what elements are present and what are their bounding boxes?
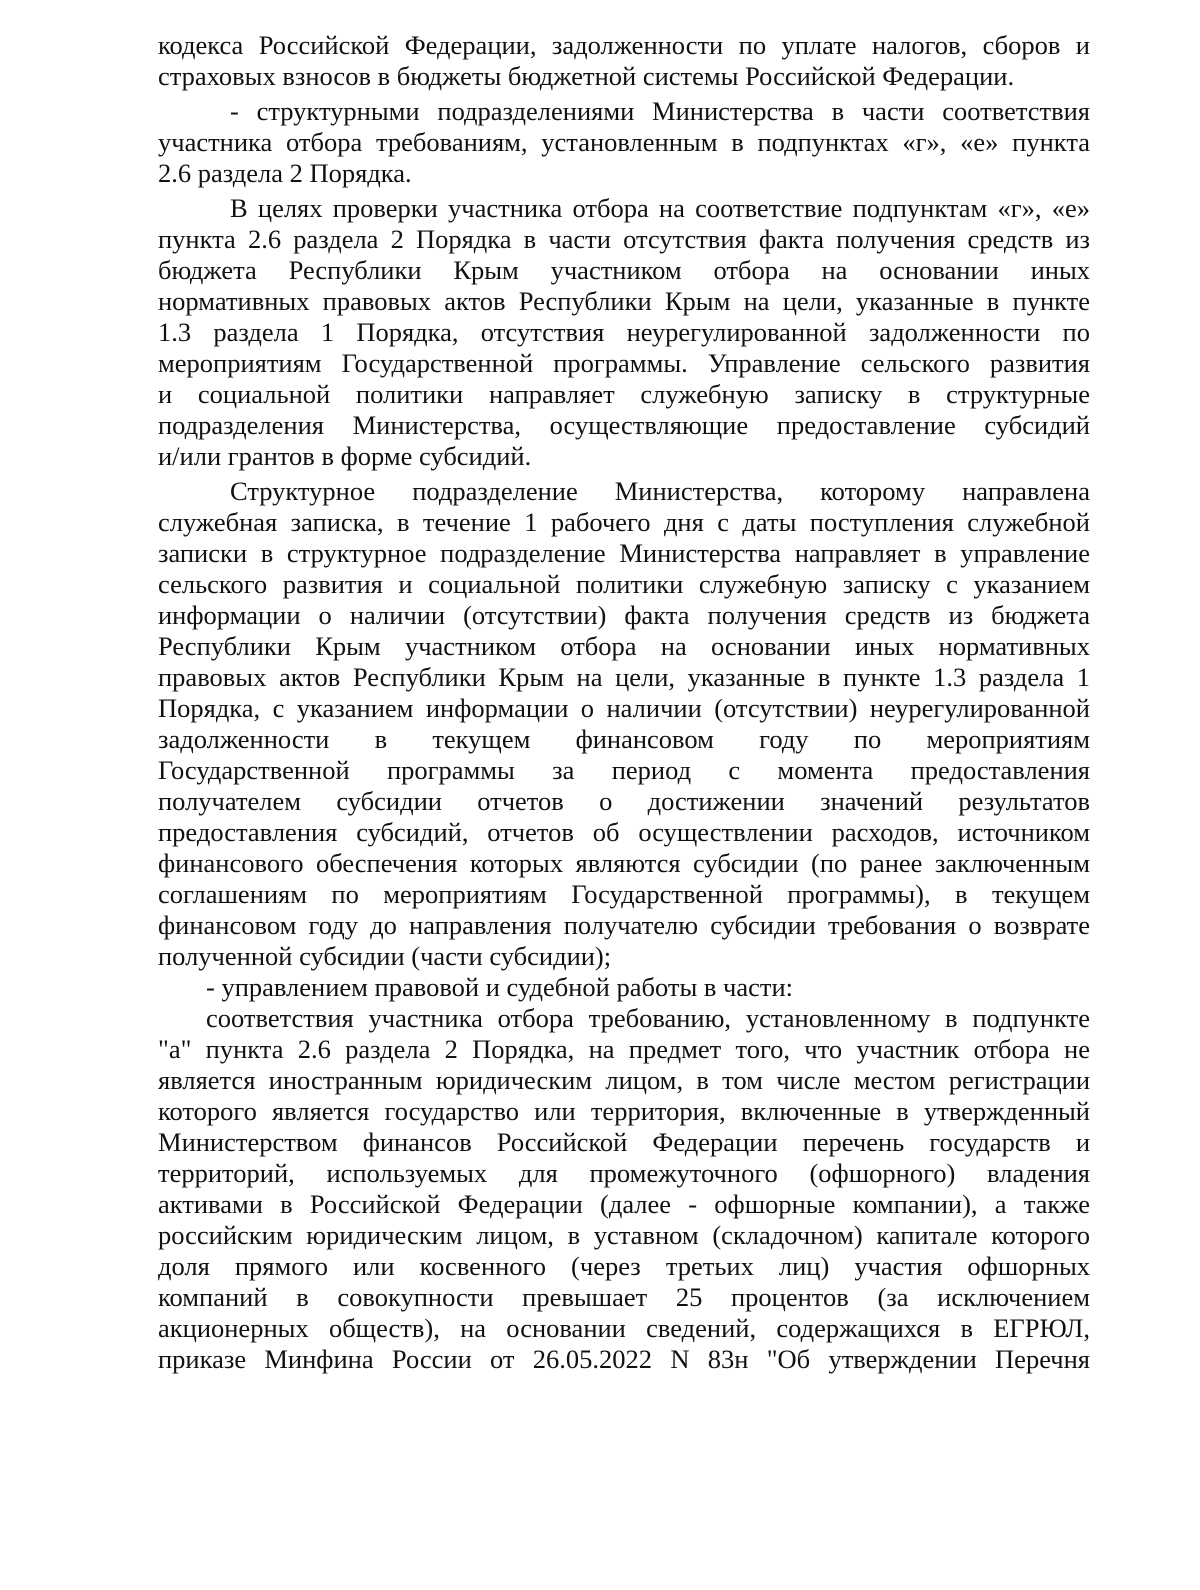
text-line: сельского развития и социальной политики служебную записку с указанием bbox=[158, 569, 1090, 599]
text-line: правовых актов Республики Крым на цели, указанные в пункте 1.3 раздела 1 bbox=[158, 662, 1090, 692]
text-line: российским юридическим лицом, в уставном (складочном) капитале которого bbox=[158, 1220, 1090, 1250]
text-line: территорий, используемых для промежуточного (офшорного) владения bbox=[158, 1158, 1090, 1188]
text-line: страховых взносов в бюджеты бюджетной системы Российской Федерации. bbox=[158, 61, 1015, 91]
text-line: 2.6 раздела 2 Порядка. bbox=[158, 158, 412, 188]
text-line: служебная записка, в течение 1 рабочего дня с даты поступления служебной bbox=[158, 507, 1090, 537]
text-line: компаний в совокупности превышает 25 процентов (за исключением bbox=[158, 1282, 1090, 1312]
text-line: активами в Российской Федерации (далее - офшорные компании), а также bbox=[158, 1189, 1090, 1219]
paragraph-verification bbox=[158, 193, 1090, 472]
text-line: соответствия участника отбора требованию, установленному в подпункте bbox=[206, 1003, 1090, 1033]
paragraph-structural-units bbox=[158, 96, 1090, 189]
text-line: пункта 2.6 раздела 2 Порядка в части отсутствия факта получения средств из bbox=[158, 224, 1090, 254]
paragraph-structural-unit-response bbox=[158, 476, 1090, 972]
text-line: является иностранным юридическим лицом, в том числе местом регистрации bbox=[158, 1065, 1090, 1095]
text-line: доля прямого или косвенного (через третьих лиц) участия офшорных bbox=[158, 1251, 1090, 1281]
text-line: соглашениям по мероприятиям Государственной программы), в текущем bbox=[158, 879, 1090, 909]
text-line: 1.3 раздела 1 Порядка, отсутствия неурегулированной задолженности по bbox=[158, 317, 1090, 347]
text-line: полученной субсидии (части субсидии); bbox=[158, 941, 612, 971]
text-line: участника отбора требованиям, установленным в подпунктах «г», «е» пункта bbox=[158, 127, 1090, 157]
text-line: информации о наличии (отсутствии) факта получения средств из бюджета bbox=[158, 600, 1090, 630]
text-line: Порядка, с указанием информации о наличии (отсутствии) неурегулированной bbox=[158, 693, 1090, 723]
text-line: получателем субсидии отчетов о достижении значений результатов bbox=[158, 786, 1090, 816]
paragraph-offshore-compliance bbox=[158, 1003, 1090, 1375]
text-line: Структурное подразделение Министерства, которому направлена bbox=[230, 476, 1090, 506]
paragraph-legal-department bbox=[158, 972, 1090, 1003]
text-line: - управлением правовой и судебной работы в части: bbox=[206, 972, 794, 1002]
text-line: приказе Минфина России от 26.05.2022 N 83н "Об утверждении Перечня bbox=[158, 1344, 1090, 1374]
text-line: мероприятиям Государственной программы. Управление сельского развития bbox=[158, 348, 1090, 378]
paragraph-tax-debt bbox=[158, 30, 1090, 92]
text-line: - структурными подразделениями Министерства в части соответствия bbox=[230, 96, 1090, 126]
text-line: подразделения Министерства, осуществляющие предоставление субсидий bbox=[158, 410, 1090, 440]
text-line: "а" пункта 2.6 раздела 2 Порядка, на предмет того, что участник отбора не bbox=[158, 1034, 1090, 1064]
text-line: финансового обеспечения которых являются субсидии (по ранее заключенным bbox=[158, 848, 1090, 878]
text-line: кодекса Российской Федерации, задолженности по уплате налогов, сборов и bbox=[158, 30, 1090, 60]
document-page bbox=[158, 30, 1090, 1375]
text-line: и социальной политики направляет служебную записку в структурные bbox=[158, 379, 1090, 409]
text-line: Министерством финансов Российской Федерации перечень государств и bbox=[158, 1127, 1090, 1157]
text-line: задолженности в текущем финансовом году по мероприятиям bbox=[158, 724, 1090, 754]
text-line: финансовом году до направления получателю субсидии требования о возврате bbox=[158, 910, 1090, 940]
text-line: бюджета Республики Крым участником отбора на основании иных bbox=[158, 255, 1090, 285]
text-line: которого является государство или территория, включенные в утвержденный bbox=[158, 1096, 1090, 1126]
text-line: записки в структурное подразделение Министерства направляет в управление bbox=[158, 538, 1090, 568]
text-line: Государственной программы за период с момента предоставления bbox=[158, 755, 1090, 785]
text-line: предоставления субсидий, отчетов об осуществлении расходов, источником bbox=[158, 817, 1090, 847]
text-line: акционерных обществ), на основании сведений, содержащихся в ЕГРЮЛ, bbox=[158, 1313, 1090, 1343]
text-line: и/или грантов в форме субсидий. bbox=[158, 441, 532, 471]
text-line: В целях проверки участника отбора на соответствие подпунктам «г», «е» bbox=[230, 193, 1090, 223]
text-line: нормативных правовых актов Республики Крым на цели, указанные в пункте bbox=[158, 286, 1090, 316]
text-line: Республики Крым участником отбора на основании иных нормативных bbox=[158, 631, 1090, 661]
